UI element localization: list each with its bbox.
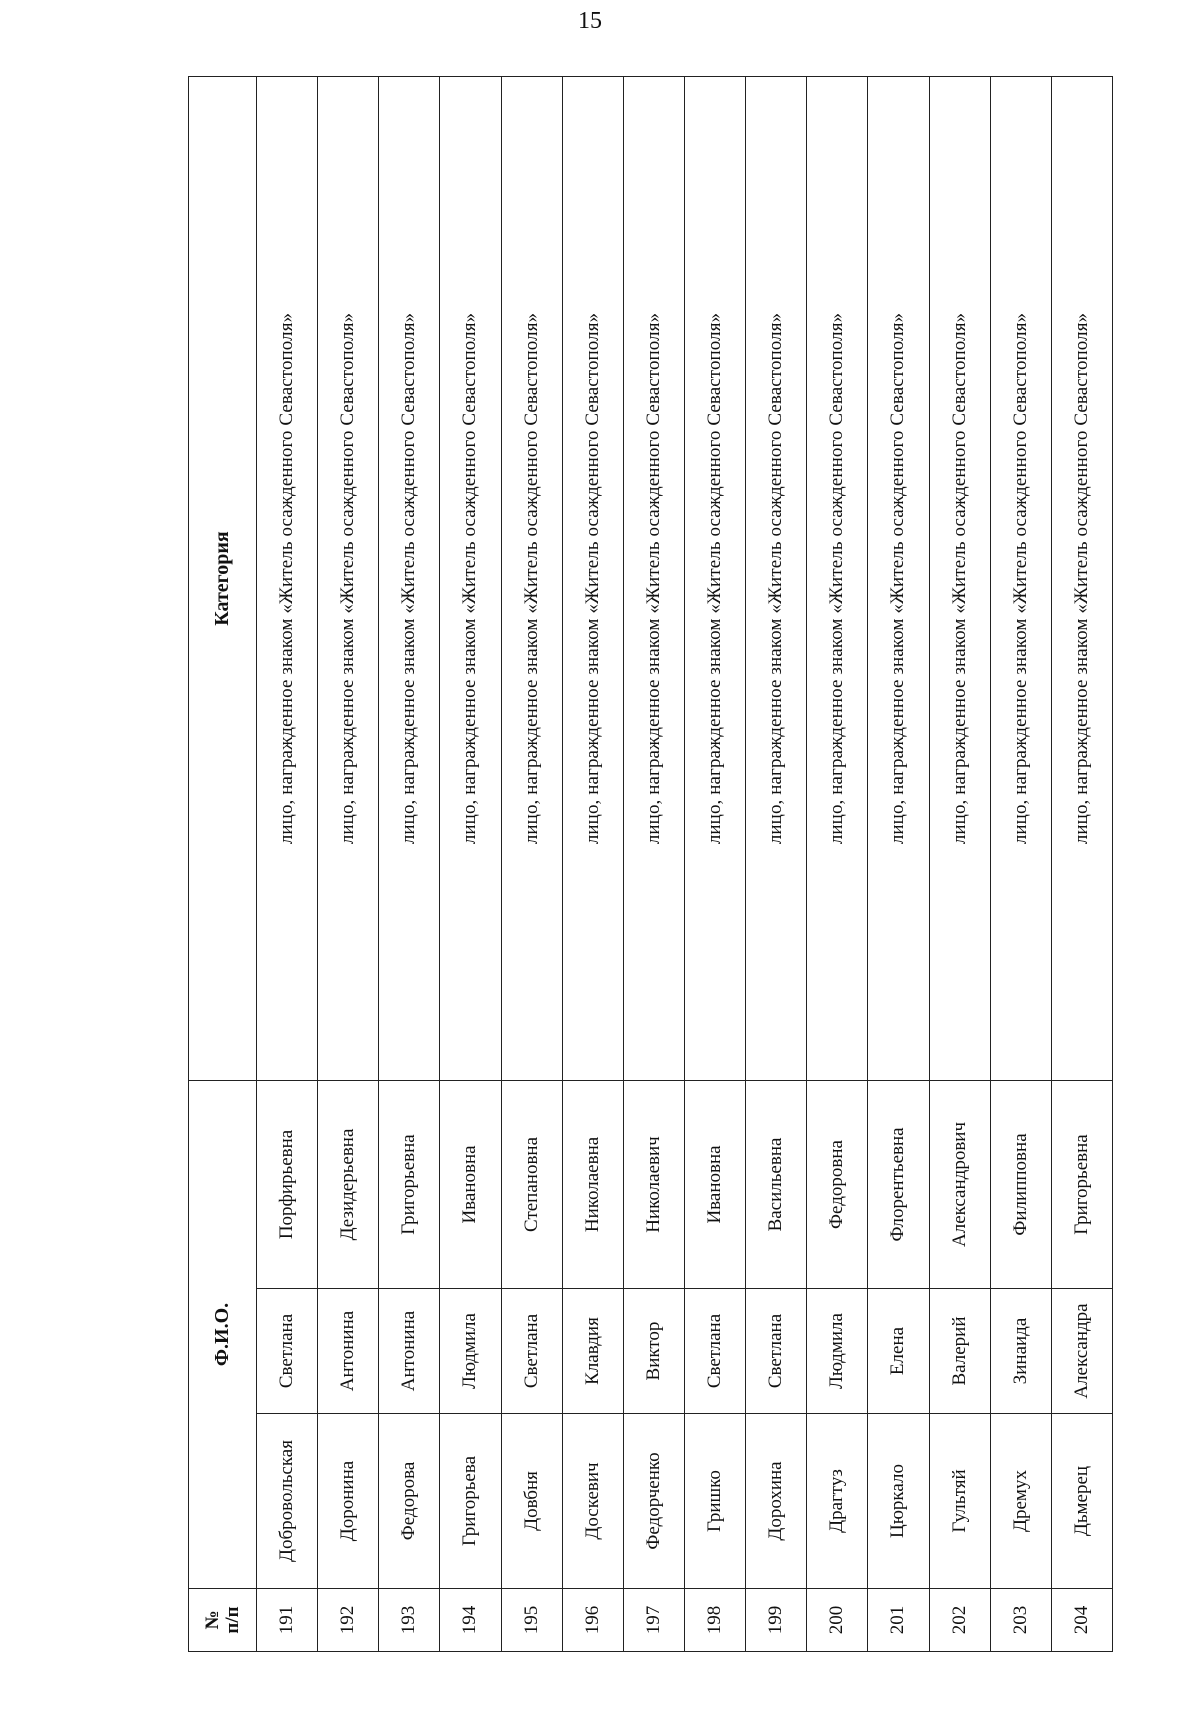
rotated-table-container — [188, 76, 1113, 1652]
surname-cell: Дремух — [990, 1414, 1051, 1589]
row-number-cell: 197 — [623, 1589, 684, 1652]
patronymic-cell: Филипповна — [990, 1080, 1051, 1288]
table-row — [623, 77, 684, 1652]
category-cell: лицо, награжденное знаком «Житель осажденного Севастополя» — [1051, 77, 1112, 1081]
row-number-cell: 194 — [440, 1589, 501, 1652]
category-cell: лицо, награжденное знаком «Житель осажденного Севастополя» — [990, 77, 1051, 1081]
patronymic-cell: Васильевна — [746, 1080, 807, 1288]
first-name-cell: Антонина — [318, 1289, 379, 1414]
patronymic-cell: Николаевна — [562, 1080, 623, 1288]
row-number-cell: 192 — [318, 1589, 379, 1652]
table-row — [257, 77, 318, 1652]
patronymic-cell: Ивановна — [440, 1080, 501, 1288]
table-row — [318, 77, 379, 1652]
table-body — [257, 77, 1113, 1652]
surname-cell: Гришко — [684, 1414, 745, 1589]
header-number-abbr: п/п — [221, 1606, 243, 1634]
category-cell: лицо, награжденное знаком «Житель осажденного Севастополя» — [868, 77, 929, 1081]
row-number-cell: 195 — [501, 1589, 562, 1652]
patronymic-cell: Федоровна — [807, 1080, 868, 1288]
patronymic-cell: Флорентьевна — [868, 1080, 929, 1288]
category-cell: лицо, награжденное знаком «Житель осажденного Севастополя» — [379, 77, 440, 1081]
patronymic-cell: Ивановна — [684, 1080, 745, 1288]
first-name-cell: Александра — [1051, 1289, 1112, 1414]
surname-cell: Добровольская — [257, 1414, 318, 1589]
table-header — [189, 77, 257, 1652]
page-number: 15 — [578, 8, 602, 34]
first-name-cell: Валерий — [929, 1289, 990, 1414]
table-row — [562, 77, 623, 1652]
recipients-table — [188, 76, 1113, 1652]
first-name-cell: Светлана — [501, 1289, 562, 1414]
row-number-cell: 193 — [379, 1589, 440, 1652]
patronymic-cell: Григорьевна — [379, 1080, 440, 1288]
row-number-cell: 196 — [562, 1589, 623, 1652]
header-number-symbol: № — [201, 1610, 223, 1630]
category-cell: лицо, награжденное знаком «Житель осажденного Севастополя» — [257, 77, 318, 1081]
first-name-cell: Светлана — [257, 1289, 318, 1414]
category-cell: лицо, награжденное знаком «Житель осажденного Севастополя» — [501, 77, 562, 1081]
patronymic-cell: Григорьевна — [1051, 1080, 1112, 1288]
surname-cell: Цюркало — [868, 1414, 929, 1589]
category-cell: лицо, награжденное знаком «Житель осажденного Севастополя» — [684, 77, 745, 1081]
table-row — [440, 77, 501, 1652]
surname-cell: Дорохина — [746, 1414, 807, 1589]
surname-cell: Гультяй — [929, 1414, 990, 1589]
row-number-cell: 191 — [257, 1589, 318, 1652]
first-name-cell: Людмила — [807, 1289, 868, 1414]
first-name-cell: Виктор — [623, 1289, 684, 1414]
surname-cell: Дьмерец — [1051, 1414, 1112, 1589]
surname-cell: Довбня — [501, 1414, 562, 1589]
header-number — [189, 1589, 257, 1652]
category-cell: лицо, награжденное знаком «Житель осажденного Севастополя» — [929, 77, 990, 1081]
category-cell: лицо, награжденное знаком «Житель осажденного Севастополя» — [623, 77, 684, 1081]
row-number-cell: 200 — [807, 1589, 868, 1652]
category-cell: лицо, награжденное знаком «Житель осажденного Севастополя» — [440, 77, 501, 1081]
category-cell: лицо, награжденное знаком «Житель осажденного Севастополя» — [746, 77, 807, 1081]
row-number-cell: 201 — [868, 1589, 929, 1652]
header-row — [189, 77, 257, 1652]
patronymic-cell: Дезидерьевна — [318, 1080, 379, 1288]
category-cell: лицо, награжденное знаком «Житель осажденного Севастополя» — [807, 77, 868, 1081]
table-row — [868, 77, 929, 1652]
surname-cell: Доронина — [318, 1414, 379, 1589]
first-name-cell: Светлана — [684, 1289, 745, 1414]
surname-cell: Драгтуз — [807, 1414, 868, 1589]
row-number-cell: 203 — [990, 1589, 1051, 1652]
patronymic-cell: Николаевич — [623, 1080, 684, 1288]
category-cell: лицо, награжденное знаком «Житель осажденного Севастополя» — [318, 77, 379, 1081]
header-category: Категория — [189, 77, 257, 1081]
row-number-cell: 204 — [1051, 1589, 1112, 1652]
surname-cell: Федорченко — [623, 1414, 684, 1589]
patronymic-cell: Александрович — [929, 1080, 990, 1288]
row-number-cell: 198 — [684, 1589, 745, 1652]
table-row — [684, 77, 745, 1652]
surname-cell: Федорова — [379, 1414, 440, 1589]
table-row — [501, 77, 562, 1652]
table-row — [379, 77, 440, 1652]
surname-cell: Григорьева — [440, 1414, 501, 1589]
table-row — [990, 77, 1051, 1652]
first-name-cell: Антонина — [379, 1289, 440, 1414]
first-name-cell: Клавдия — [562, 1289, 623, 1414]
row-number-cell: 202 — [929, 1589, 990, 1652]
surname-cell: Доскевич — [562, 1414, 623, 1589]
table-row — [1051, 77, 1112, 1652]
table-row — [807, 77, 868, 1652]
category-cell: лицо, награжденное знаком «Житель осажденного Севастополя» — [562, 77, 623, 1081]
header-fio: Ф.И.О. — [189, 1080, 257, 1588]
patronymic-cell: Порфирьевна — [257, 1080, 318, 1288]
table-row — [929, 77, 990, 1652]
first-name-cell: Зинаида — [990, 1289, 1051, 1414]
row-number-cell: 199 — [746, 1589, 807, 1652]
table-row — [746, 77, 807, 1652]
patronymic-cell: Степановна — [501, 1080, 562, 1288]
first-name-cell: Людмила — [440, 1289, 501, 1414]
first-name-cell: Светлана — [746, 1289, 807, 1414]
first-name-cell: Елена — [868, 1289, 929, 1414]
